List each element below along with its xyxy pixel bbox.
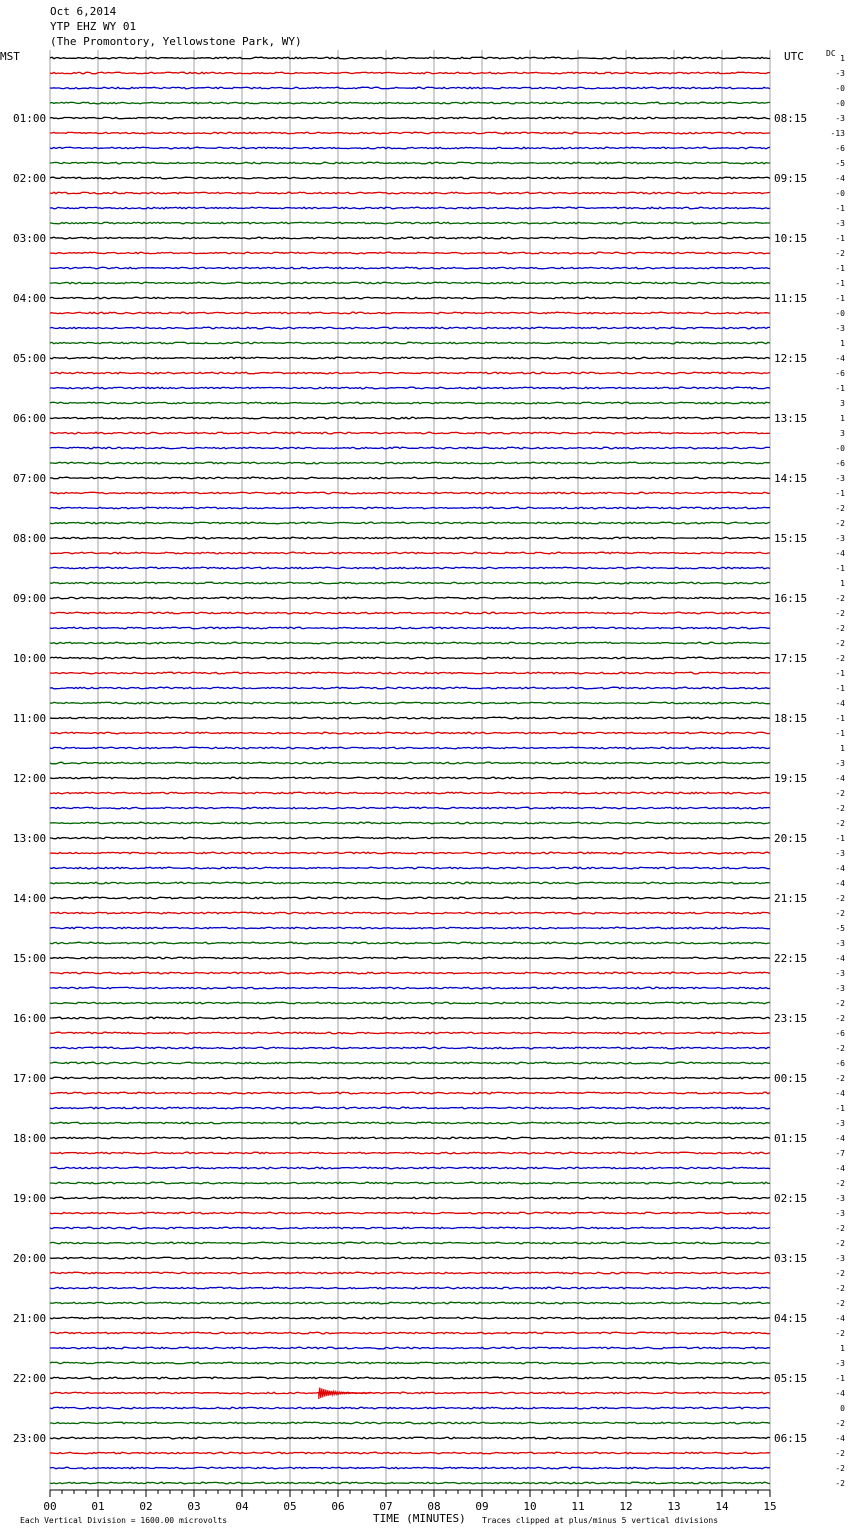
dc-offset-value: -1 xyxy=(835,684,845,693)
dc-offset-value: -3 xyxy=(835,114,845,123)
dc-offset-value: -3 xyxy=(835,474,845,483)
trace-row xyxy=(50,822,770,824)
x-tick-label: 01 xyxy=(91,1500,105,1513)
trace-row xyxy=(50,57,770,59)
trace-row xyxy=(50,417,770,419)
trace-row xyxy=(50,87,770,89)
hour-label-utc: 11:15 xyxy=(774,292,808,305)
utc-time-labels xyxy=(774,112,807,1445)
dc-offset-value: -1 xyxy=(835,714,845,723)
trace-row xyxy=(50,642,770,644)
x-tick-label: 14 xyxy=(715,1500,729,1513)
dc-offset-value: -4 xyxy=(835,699,845,708)
hour-label-utc: 20:15 xyxy=(774,832,808,845)
trace-row xyxy=(50,957,770,959)
x-tick-label: 10 xyxy=(523,1500,537,1513)
trace-row xyxy=(50,132,770,134)
hour-label-utc: 05:15 xyxy=(774,1372,808,1385)
dc-offset-value: -2 xyxy=(835,999,845,1008)
hour-label-local: 12:00 xyxy=(13,772,47,785)
trace-row xyxy=(50,597,770,599)
trace-row xyxy=(50,657,770,659)
trace-row xyxy=(50,717,770,719)
trace-row xyxy=(50,252,770,254)
hour-label-local: 07:00 xyxy=(13,472,47,485)
hour-label-utc: 09:15 xyxy=(774,172,808,185)
trace-row xyxy=(50,1347,770,1349)
dc-offset-value: -4 xyxy=(835,354,845,363)
trace-row xyxy=(50,1482,770,1484)
dc-offset-value: 0 xyxy=(840,1404,845,1413)
trace-row xyxy=(50,1422,770,1424)
dc-offset-value: -1 xyxy=(835,279,845,288)
dc-offset-value: -3 xyxy=(835,1119,845,1128)
trace-row xyxy=(50,867,770,869)
trace-row xyxy=(50,582,770,584)
dc-offset-value: -2 xyxy=(835,519,845,528)
hour-label-local: 05:00 xyxy=(13,352,47,365)
hour-label-local: 09:00 xyxy=(13,592,47,605)
trace-row xyxy=(50,507,770,509)
hour-label-local: 21:00 xyxy=(13,1312,47,1325)
dc-offset-value: -13 xyxy=(830,129,845,138)
trace-row xyxy=(50,1032,770,1034)
trace-row xyxy=(50,282,770,284)
local-timezone-label: MST xyxy=(0,50,20,63)
trace-row xyxy=(50,1152,770,1154)
trace-row xyxy=(50,987,770,989)
trace-row xyxy=(50,102,770,104)
trace-row xyxy=(50,807,770,809)
dc-offset-value: -6 xyxy=(835,144,845,153)
dc-offset-value: -2 xyxy=(835,1269,845,1278)
dc-offset-value: -4 xyxy=(835,1089,845,1098)
dc-offset-value: -4 xyxy=(835,1389,845,1398)
dc-offset-value: -1 xyxy=(835,264,845,273)
dc-offset-value: -3 xyxy=(835,324,845,333)
dc-offset-value: 3 xyxy=(840,429,845,438)
vertical-division-note: Each Vertical Division = 1600.00 microvolts xyxy=(20,1516,228,1525)
dc-offset-value: -1 xyxy=(835,234,845,243)
trace-row xyxy=(50,1392,770,1394)
dc-offset-value: 1 xyxy=(840,54,845,63)
dc-offset-value: -4 xyxy=(835,1434,845,1443)
dc-offset-value: -1 xyxy=(835,384,845,393)
dc-offset-value: -2 xyxy=(835,1449,845,1458)
hour-label-utc: 22:15 xyxy=(774,952,808,965)
trace-row xyxy=(50,792,770,794)
dc-offset-value: 1 xyxy=(840,579,845,588)
trace-row xyxy=(50,1377,770,1379)
hour-label-local: 18:00 xyxy=(13,1132,47,1145)
dc-offset-value: -3 xyxy=(835,939,845,948)
dc-offset-value: -3 xyxy=(835,219,845,228)
dc-offset-column xyxy=(831,54,846,1488)
trace-row xyxy=(50,462,770,464)
dc-offset-value: -0 xyxy=(835,309,845,318)
x-tick-label: 03 xyxy=(187,1500,201,1513)
trace-row xyxy=(50,327,770,329)
trace-row xyxy=(50,897,770,899)
dc-offset-value: -4 xyxy=(835,174,845,183)
trace-row xyxy=(50,117,770,119)
trace-row xyxy=(50,357,770,359)
trace-row xyxy=(50,702,770,704)
dc-offset-value: -1 xyxy=(835,204,845,213)
dc-offset-value: -3 xyxy=(835,534,845,543)
dc-offset-value: -0 xyxy=(835,189,845,198)
trace-row xyxy=(50,612,770,614)
record-date: Oct 6,2014 xyxy=(50,5,117,18)
dc-offset-value: -7 xyxy=(835,1149,845,1158)
dc-offset-value: -5 xyxy=(835,159,845,168)
dc-offset-value: 1 xyxy=(840,414,845,423)
x-tick-label: 09 xyxy=(475,1500,489,1513)
dc-header-label: DC xyxy=(826,49,836,58)
trace-row xyxy=(50,882,770,884)
trace-row xyxy=(50,522,770,524)
trace-row xyxy=(50,1077,770,1079)
dc-offset-value: -2 xyxy=(835,1074,845,1083)
dc-offset-value: -0 xyxy=(835,84,845,93)
trace-row xyxy=(50,402,770,404)
dc-offset-value: 1 xyxy=(840,1344,845,1353)
trace-row xyxy=(50,297,770,299)
dc-offset-value: -3 xyxy=(835,969,845,978)
dc-offset-value: -1 xyxy=(835,669,845,678)
trace-row xyxy=(50,72,770,74)
trace-row xyxy=(50,972,770,974)
hour-label-local: 08:00 xyxy=(13,532,47,545)
x-tick-label: 11 xyxy=(571,1500,585,1513)
dc-offset-value: 1 xyxy=(840,339,845,348)
x-tick-label: 06 xyxy=(331,1500,345,1513)
hour-label-local: 20:00 xyxy=(13,1252,47,1265)
dc-offset-value: -4 xyxy=(835,1314,845,1323)
dc-offset-value: -2 xyxy=(835,1224,845,1233)
dc-offset-value: -6 xyxy=(835,1029,845,1038)
dc-offset-value: -1 xyxy=(835,1104,845,1113)
hour-label-utc: 01:15 xyxy=(774,1132,808,1145)
trace-row xyxy=(50,222,770,224)
trace-row xyxy=(50,1167,770,1169)
hour-label-local: 02:00 xyxy=(13,172,47,185)
hour-label-local: 19:00 xyxy=(13,1192,47,1205)
trace-row xyxy=(50,192,770,194)
trace-row xyxy=(50,687,770,689)
trace-row xyxy=(50,432,770,434)
seismic-traces xyxy=(50,57,770,1484)
seismic-event xyxy=(319,1388,371,1400)
hour-label-utc: 17:15 xyxy=(774,652,808,665)
dc-offset-value: -2 xyxy=(835,909,845,918)
x-tick-label: 15 xyxy=(763,1500,777,1513)
trace-row xyxy=(50,732,770,734)
hour-label-utc: 06:15 xyxy=(774,1432,808,1445)
dc-offset-value: -4 xyxy=(835,774,845,783)
dc-offset-value: -2 xyxy=(835,1044,845,1053)
dc-offset-value: -3 xyxy=(835,1194,845,1203)
hour-label-utc: 23:15 xyxy=(774,1012,808,1025)
trace-row xyxy=(50,387,770,389)
trace-row xyxy=(50,1197,770,1199)
dc-offset-value: -4 xyxy=(835,549,845,558)
hour-label-local: 03:00 xyxy=(13,232,47,245)
hour-label-utc: 04:15 xyxy=(774,1312,808,1325)
dc-offset-value: -2 xyxy=(835,1479,845,1488)
dc-offset-value: -1 xyxy=(835,489,845,498)
hour-label-utc: 19:15 xyxy=(774,772,808,785)
dc-offset-value: -2 xyxy=(835,1299,845,1308)
trace-row xyxy=(50,207,770,209)
hour-label-utc: 03:15 xyxy=(774,1252,808,1265)
dc-offset-value: -1 xyxy=(835,564,845,573)
dc-offset-value: -4 xyxy=(835,879,845,888)
trace-row xyxy=(50,1302,770,1304)
dc-offset-value: -3 xyxy=(835,759,845,768)
dc-offset-value: -2 xyxy=(835,504,845,513)
trace-row xyxy=(50,1227,770,1229)
hour-label-utc: 15:15 xyxy=(774,532,808,545)
dc-offset-value: -2 xyxy=(835,639,845,648)
x-tick-label: 13 xyxy=(667,1500,681,1513)
dc-offset-value: -0 xyxy=(835,99,845,108)
trace-row xyxy=(50,1212,770,1214)
x-tick-label: 02 xyxy=(139,1500,153,1513)
local-time-labels xyxy=(13,112,46,1445)
trace-row xyxy=(50,267,770,269)
trace-row xyxy=(50,1107,770,1109)
x-tick-label: 00 xyxy=(43,1500,57,1513)
dc-offset-value: -4 xyxy=(835,1134,845,1143)
dc-offset-value: -0 xyxy=(835,444,845,453)
trace-row xyxy=(50,177,770,179)
dc-offset-value: 1 xyxy=(840,744,845,753)
station-code: YTP EHZ WY 01 xyxy=(50,20,137,33)
trace-row xyxy=(50,1287,770,1289)
trace-row xyxy=(50,1002,770,1004)
dc-offset-value: -4 xyxy=(835,954,845,963)
trace-row xyxy=(50,942,770,944)
trace-row xyxy=(50,1017,770,1019)
trace-row xyxy=(50,1182,770,1184)
dc-offset-value: -2 xyxy=(835,1329,845,1338)
trace-row xyxy=(50,1137,770,1139)
dc-offset-value: -3 xyxy=(835,69,845,78)
dc-offset-value: -1 xyxy=(835,1374,845,1383)
trace-row xyxy=(50,927,770,929)
hour-label-utc: 16:15 xyxy=(774,592,808,605)
hour-label-local: 01:00 xyxy=(13,112,47,125)
trace-row xyxy=(50,1122,770,1124)
hour-label-utc: 00:15 xyxy=(774,1072,808,1085)
trace-row xyxy=(50,1047,770,1049)
trace-row xyxy=(50,1317,770,1319)
trace-row xyxy=(50,477,770,479)
trace-row xyxy=(50,912,770,914)
dc-offset-value: -5 xyxy=(835,924,845,933)
dc-offset-value: -3 xyxy=(835,1254,845,1263)
dc-offset-value: -3 xyxy=(835,1359,845,1368)
trace-row xyxy=(50,1467,770,1469)
x-tick-label: 04 xyxy=(235,1500,249,1513)
hour-label-utc: 21:15 xyxy=(774,892,808,905)
trace-row xyxy=(50,1062,770,1064)
trace-row xyxy=(50,537,770,539)
trace-row xyxy=(50,1452,770,1454)
trace-row xyxy=(50,1332,770,1334)
trace-row xyxy=(50,492,770,494)
hour-label-utc: 14:15 xyxy=(774,472,808,485)
trace-row xyxy=(50,312,770,314)
dc-offset-value: -2 xyxy=(835,894,845,903)
dc-offset-value: -2 xyxy=(835,804,845,813)
trace-row xyxy=(50,1257,770,1259)
trace-row xyxy=(50,342,770,344)
x-tick-label: 12 xyxy=(619,1500,633,1513)
time-axis xyxy=(43,1490,776,1513)
dc-offset-value: -2 xyxy=(835,624,845,633)
dc-offset-value: -1 xyxy=(835,834,845,843)
dc-offset-value: -2 xyxy=(835,1179,845,1188)
trace-row xyxy=(50,1092,770,1094)
trace-row xyxy=(50,1407,770,1409)
dc-offset-value: -3 xyxy=(835,849,845,858)
dc-offset-value: -4 xyxy=(835,864,845,873)
dc-offset-value: -3 xyxy=(835,1209,845,1218)
trace-row xyxy=(50,837,770,839)
x-tick-label: 07 xyxy=(379,1500,393,1513)
hour-label-local: 22:00 xyxy=(13,1372,47,1385)
hour-label-local: 14:00 xyxy=(13,892,47,905)
trace-row xyxy=(50,1362,770,1364)
hour-label-local: 10:00 xyxy=(13,652,47,665)
x-tick-label: 05 xyxy=(283,1500,297,1513)
hour-label-local: 11:00 xyxy=(13,712,47,725)
trace-row xyxy=(50,147,770,149)
hour-label-utc: 12:15 xyxy=(774,352,808,365)
trace-row xyxy=(50,447,770,449)
dc-offset-value: -2 xyxy=(835,819,845,828)
trace-row xyxy=(50,777,770,779)
dc-offset-value: -2 xyxy=(835,609,845,618)
x-tick-label: 08 xyxy=(427,1500,441,1513)
dc-offset-value: -1 xyxy=(835,294,845,303)
dc-offset-value: -1 xyxy=(835,729,845,738)
utc-timezone-label: UTC xyxy=(784,50,804,63)
trace-row xyxy=(50,852,770,854)
dc-offset-value: -2 xyxy=(835,1014,845,1023)
dc-offset-value: -4 xyxy=(835,1164,845,1173)
trace-row xyxy=(50,672,770,674)
trace-row xyxy=(50,567,770,569)
dc-offset-value: -2 xyxy=(835,654,845,663)
dc-offset-value: -6 xyxy=(835,369,845,378)
hour-label-utc: 10:15 xyxy=(774,232,808,245)
hour-label-local: 06:00 xyxy=(13,412,47,425)
dc-offset-value: -2 xyxy=(835,249,845,258)
hour-label-local: 17:00 xyxy=(13,1072,47,1085)
dc-offset-value: -6 xyxy=(835,459,845,468)
trace-row xyxy=(50,162,770,164)
dc-offset-value: -2 xyxy=(835,1239,845,1248)
hour-label-local: 15:00 xyxy=(13,952,47,965)
dc-offset-value: -2 xyxy=(835,1419,845,1428)
hour-label-local: 13:00 xyxy=(13,832,47,845)
trace-row xyxy=(50,237,770,239)
trace-row xyxy=(50,627,770,629)
dc-offset-value: -2 xyxy=(835,594,845,603)
trace-row xyxy=(50,552,770,554)
hour-label-utc: 13:15 xyxy=(774,412,808,425)
dc-offset-value: -3 xyxy=(835,984,845,993)
trace-row xyxy=(50,1272,770,1274)
dc-offset-value: -2 xyxy=(835,1464,845,1473)
dc-offset-value: -2 xyxy=(835,1284,845,1293)
hour-label-utc: 02:15 xyxy=(774,1192,808,1205)
hour-label-local: 16:00 xyxy=(13,1012,47,1025)
trace-row xyxy=(50,747,770,749)
trace-row xyxy=(50,762,770,764)
hour-label-local: 04:00 xyxy=(13,292,47,305)
hour-label-utc: 08:15 xyxy=(774,112,808,125)
hour-label-local: 23:00 xyxy=(13,1432,47,1445)
dc-offset-value: 3 xyxy=(840,399,845,408)
dc-offset-value: -6 xyxy=(835,1059,845,1068)
clip-note: Traces clipped at plus/minus 5 vertical divisions xyxy=(482,1516,719,1525)
station-location: (The Promontory, Yellowstone Park, WY) xyxy=(50,35,302,48)
hour-label-utc: 18:15 xyxy=(774,712,808,725)
trace-row xyxy=(50,372,770,374)
dc-offset-value: -2 xyxy=(835,789,845,798)
trace-row xyxy=(50,1437,770,1439)
trace-row xyxy=(50,1242,770,1244)
x-axis-title: TIME (MINUTES) xyxy=(373,1512,466,1525)
